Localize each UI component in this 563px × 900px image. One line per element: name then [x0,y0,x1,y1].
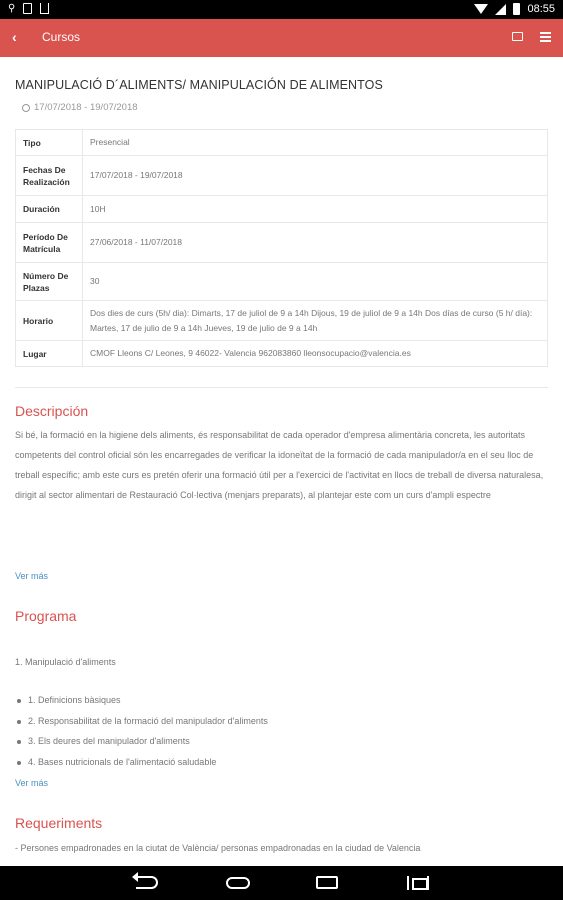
info-key: Horario [16,301,83,341]
page-title: MANIPULACIÓ D´ALIMENTS/ MANIPULACIÓN DE ALIMENTOS [15,78,383,92]
info-key: Número De Plazas [16,263,83,301]
description-more-link[interactable]: Ver más [15,571,49,581]
table-row [16,196,548,223]
info-key: Lugar [16,341,83,367]
status-time: 08:55 [527,3,555,15]
table-row [16,263,548,301]
info-value: 10H [83,196,548,223]
description-text: Si bé, la formació en la higiene dels aliments, és responsabilitat de cada operador d'empresa alimentària concreta, les autoritats competents del control oficial són les encarregades de verificar la idoneïtat de la formació de cada manipulador/a en el seu lloc de treball específic; amb este curs es pretén oferir una formació útil per a l'exercici de l'activitat en llocs de treball de diversa naturalesa, dirigit al sector alimentari de Restauració Col·lectiva (menjars preparats), al plantejar este com un curs d'ampli espectre [15,430,544,500]
program-list [15,690,268,772]
status-left-icons [8,3,49,14]
table-row [16,301,548,341]
table-row [16,341,548,367]
info-key: Período De Matrícula [16,223,83,263]
wifi-icon [474,4,488,14]
status-bar [0,0,563,19]
info-value: Presencial [83,130,548,156]
info-key: Duración [16,196,83,223]
clock-icon [22,104,30,112]
app-bar-title: Cursos [42,30,81,44]
requirements-heading: Requeriments [15,815,103,831]
info-key: Fechas De Realización [16,156,83,196]
notification-icon: ⚲ [8,3,16,14]
mail-icon[interactable] [512,32,523,41]
system-nav-bar [0,866,563,900]
table-row [16,130,548,156]
divider [15,387,548,388]
nav-fullscreen-icon[interactable] [407,876,429,890]
status-right-icons [474,3,555,15]
course-detail [0,57,563,866]
info-value: 17/07/2018 - 19/07/2018 [83,156,548,196]
course-info-table [15,129,548,367]
table-row [16,223,548,263]
nav-home-icon[interactable] [226,877,250,889]
signal-icon [495,4,506,15]
download-icon [40,3,49,14]
program-heading: Programa [15,608,77,624]
menu-icon[interactable] [540,32,551,41]
info-key: Tipo [16,130,83,156]
program-more-link[interactable]: Ver más [15,778,49,788]
sd-card-icon [23,3,32,14]
description-heading: Descripción [15,403,89,419]
info-value: CMOF Lleons C/ Leones, 9 46022- Valencia 962083860 lleonsocupacio@valencia.es [83,341,548,367]
course-dates [22,102,138,113]
info-value: 27/06/2018 - 11/07/2018 [83,223,548,263]
info-value: Dos dies de curs (5h/ dia): Dimarts, 17 de juliol de 9 a 14h Dijous, 19 de juliol de 9 a 14h Dos días de curso (5 h/ día): Martes, 17 de julio de 9 a 14h Jueves, 19 de julio de 9 a 14h [83,301,548,341]
battery-icon [513,3,520,15]
table-row [16,156,548,196]
nav-back-icon[interactable] [136,876,158,889]
nav-recents-icon[interactable] [316,876,338,889]
list-item: 4. Bases nutricionals de l'alimentació saludable [15,752,268,773]
program-intro: 1. Manipulació d'aliments [15,657,116,667]
list-item: 1. Definicions bàsiques [15,690,268,711]
list-item: 3. Els deures del manipulador d'aliments [15,731,268,752]
list-item: 2. Responsabilitat de la formació del manipulador d'aliments [15,711,268,732]
info-value: 30 [83,263,548,301]
app-bar [0,19,563,57]
course-dates-text: 17/07/2018 - 19/07/2018 [34,102,138,113]
back-arrow-icon[interactable]: ‹ [12,29,17,45]
requirements-text: - Persones empadronades en la ciutat de València/ personas empadronadas en la ciudad de Valencia [15,843,421,853]
